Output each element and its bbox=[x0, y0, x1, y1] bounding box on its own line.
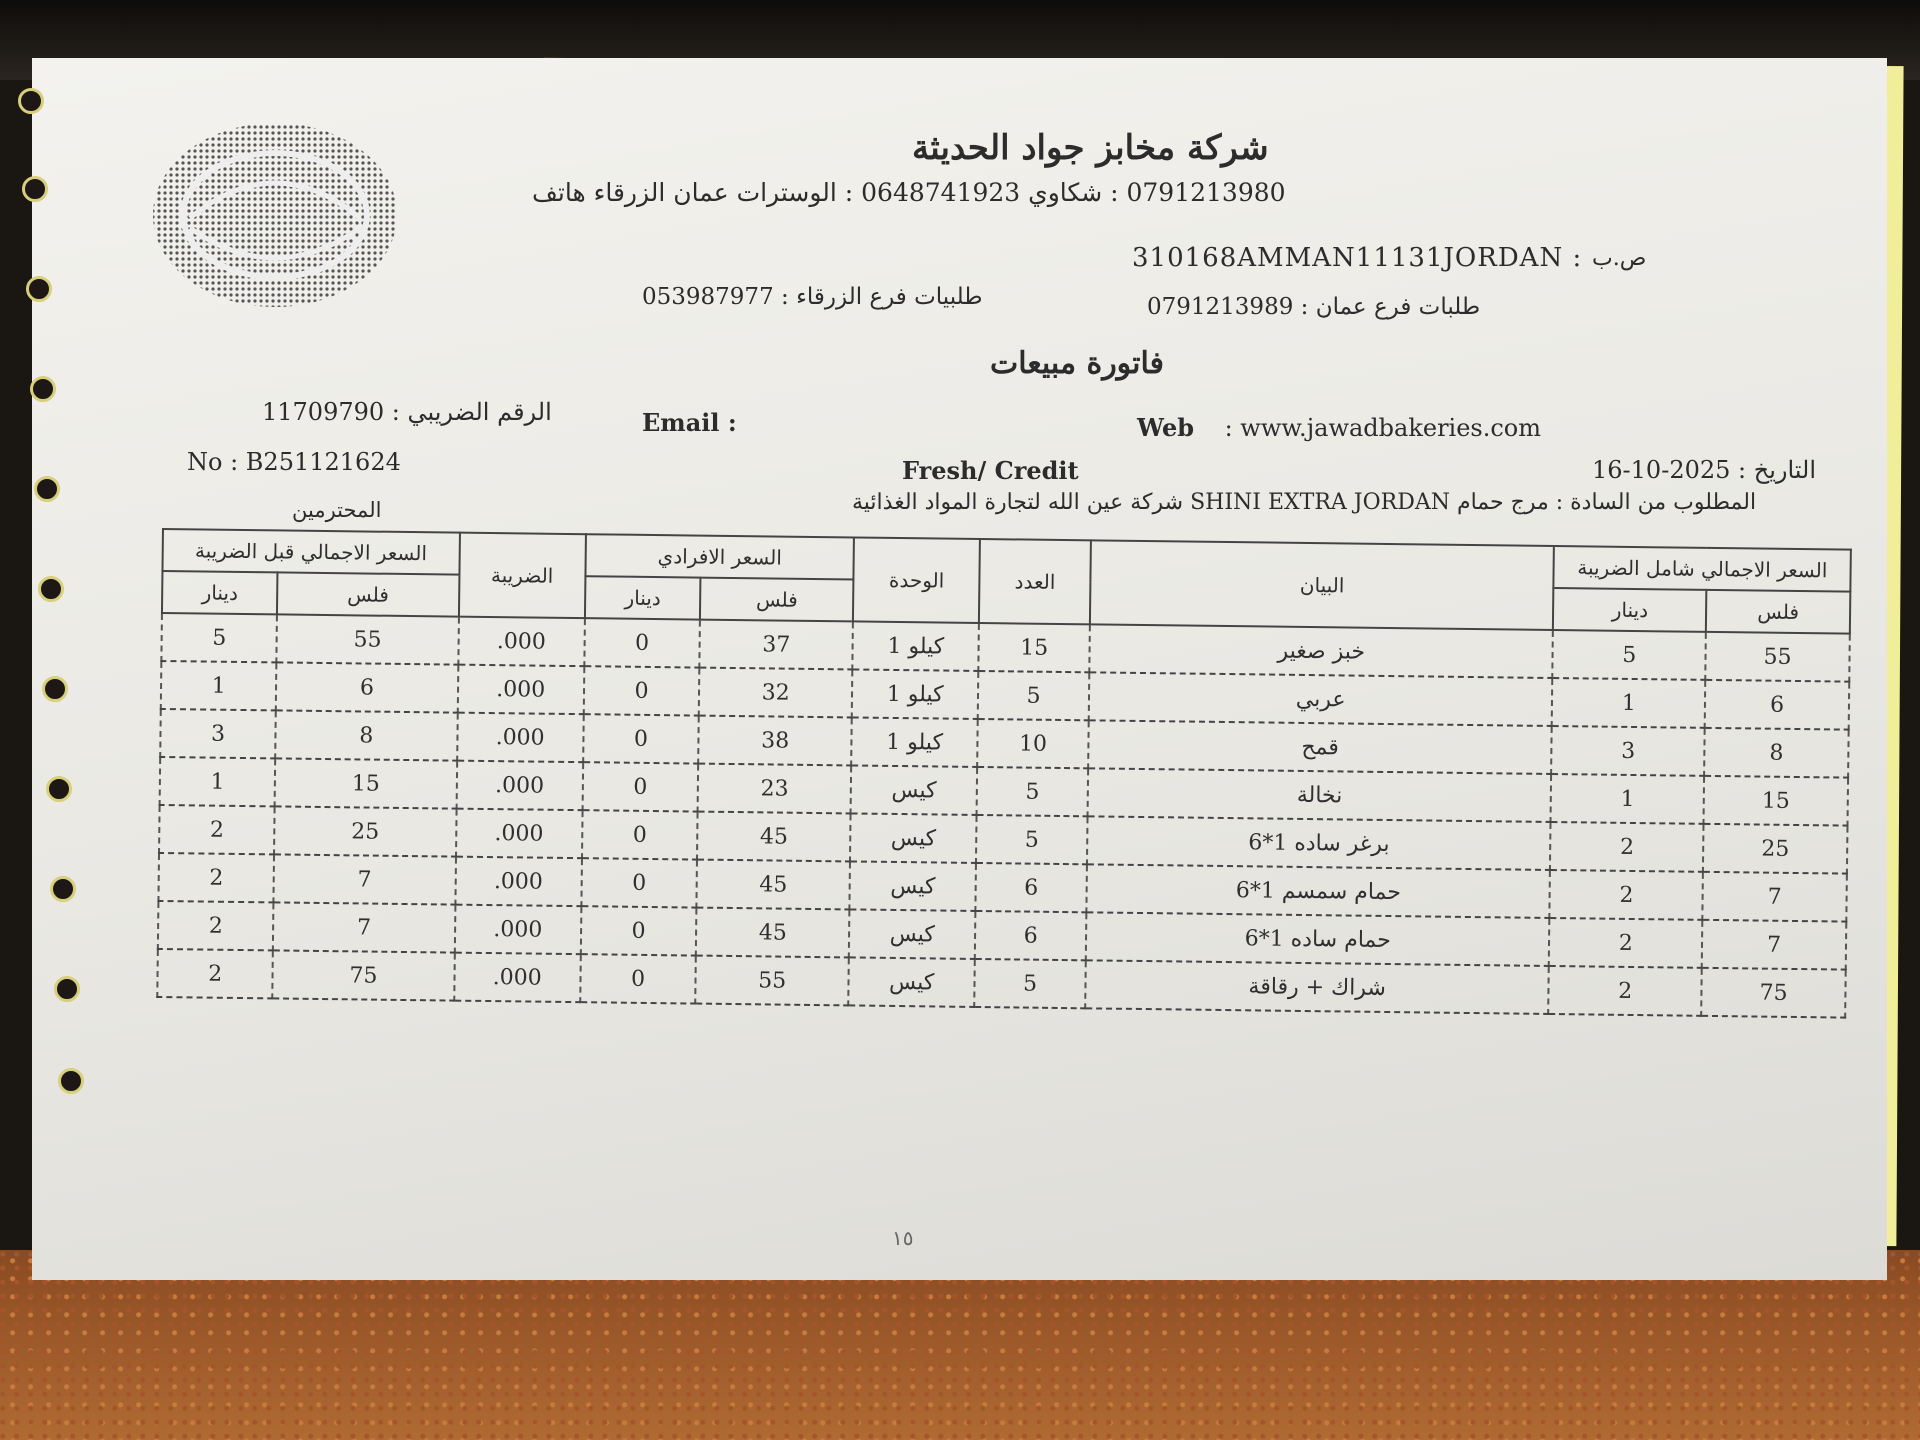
cell-tax: .000 bbox=[458, 617, 585, 667]
cell-description: حمام ساده 1*6 bbox=[1086, 912, 1550, 966]
cell-bt-dinar: 3 bbox=[160, 709, 276, 758]
punch-hole bbox=[30, 376, 56, 402]
cell-unit: كيس bbox=[849, 909, 975, 959]
header-fils: فلس bbox=[277, 572, 459, 616]
cell-up-dinar: 0 bbox=[581, 858, 697, 907]
punch-hole bbox=[42, 676, 68, 702]
email-label: Email : bbox=[642, 408, 737, 437]
respected-label: المحترمين bbox=[292, 498, 382, 522]
cell-up-fils: 45 bbox=[697, 860, 851, 910]
cell-qty: 6 bbox=[975, 911, 1086, 960]
cell-bt-fils: 6 bbox=[276, 662, 458, 712]
cell-it-fils: 75 bbox=[1701, 968, 1845, 1018]
cell-qty: 6 bbox=[976, 863, 1087, 912]
zarqa-branch: طلبيات فرع الزرقاء : 053987977 bbox=[642, 284, 983, 310]
cell-it-dinar: 2 bbox=[1549, 966, 1702, 1016]
items-table bbox=[156, 528, 1852, 1019]
cell-tax: .000 bbox=[457, 713, 584, 763]
header-dinar: دينار bbox=[585, 576, 701, 619]
cell-unit: كيلو 1 bbox=[852, 669, 978, 719]
cell-it-fils: 6 bbox=[1705, 680, 1849, 730]
cell-it-fils: 7 bbox=[1703, 872, 1847, 922]
cell-description: قمح bbox=[1088, 720, 1552, 774]
payment-type: Fresh/ Credit bbox=[902, 456, 1079, 485]
cell-description: حمام سمسم 1*6 bbox=[1086, 864, 1550, 918]
cell-up-dinar: 0 bbox=[582, 762, 698, 811]
cell-it-fils: 25 bbox=[1703, 824, 1847, 874]
header-fils: فلس bbox=[700, 578, 854, 622]
cell-tax: .000 bbox=[454, 953, 581, 1003]
header-total-incl-tax: السعر الاجمالي شامل الضريبة bbox=[1554, 546, 1851, 592]
cell-tax: .000 bbox=[456, 809, 583, 859]
cell-description: خبز صغير bbox=[1089, 624, 1553, 678]
cell-it-dinar: 3 bbox=[1552, 726, 1705, 776]
cell-description: نخالة bbox=[1088, 768, 1552, 822]
cell-qty: 5 bbox=[976, 815, 1087, 864]
cell-up-fils: 45 bbox=[697, 812, 851, 862]
cell-bt-fils: 55 bbox=[277, 614, 459, 664]
cell-bt-dinar: 2 bbox=[157, 949, 273, 998]
cell-bt-fils: 7 bbox=[273, 902, 455, 952]
cell-qty: 5 bbox=[974, 959, 1085, 1008]
company-logo bbox=[150, 118, 400, 313]
punch-hole bbox=[26, 276, 52, 302]
header-unit: الوحدة bbox=[853, 537, 980, 623]
punch-hole bbox=[34, 476, 60, 502]
header-fils: فلس bbox=[1706, 590, 1850, 634]
invoice-date: التاريخ : 2025-10-16 bbox=[1592, 456, 1817, 484]
cell-bt-dinar: 1 bbox=[160, 757, 276, 806]
cell-qty: 5 bbox=[978, 671, 1089, 720]
web-address bbox=[1137, 413, 1541, 442]
header-tax: الضريبة bbox=[458, 533, 585, 619]
cell-up-dinar: 0 bbox=[582, 810, 698, 859]
cell-description: برغر ساده 1*6 bbox=[1087, 816, 1551, 870]
header-unit-price: السعر الافرادي bbox=[585, 534, 854, 579]
cell-it-dinar: 5 bbox=[1553, 630, 1706, 680]
header-dinar: دينار bbox=[162, 571, 278, 614]
cell-qty: 15 bbox=[978, 623, 1089, 672]
customer-line: المطلوب من السادة : مرج حمام SHINI EXTRA JORDAN شركة عين الله لتجارة المواد الغذائية bbox=[852, 490, 1757, 515]
cell-bt-dinar: 1 bbox=[161, 661, 277, 710]
tax-number: الرقم الضريبي : 11709790 bbox=[262, 398, 552, 426]
cell-it-dinar: 2 bbox=[1550, 822, 1703, 872]
cell-tax: .000 bbox=[455, 857, 582, 907]
cell-unit: كيس bbox=[850, 813, 976, 863]
invoice-paper bbox=[32, 58, 1887, 1280]
cell-tax: .000 bbox=[456, 761, 583, 811]
cell-up-fils: 37 bbox=[699, 620, 853, 670]
web-url: : www.jawadbakeries.com bbox=[1224, 414, 1542, 442]
cell-tax: .000 bbox=[457, 665, 584, 715]
cell-up-dinar: 0 bbox=[583, 714, 699, 763]
cell-it-fils: 15 bbox=[1704, 776, 1848, 826]
cell-bt-fils: 25 bbox=[274, 806, 456, 856]
cell-it-dinar: 1 bbox=[1551, 774, 1704, 824]
cell-unit: كيس bbox=[851, 765, 977, 815]
cell-description: عربي bbox=[1089, 672, 1553, 726]
web-label: Web bbox=[1137, 413, 1195, 442]
cell-bt-dinar: 5 bbox=[161, 613, 277, 662]
header-qty: العدد bbox=[979, 539, 1091, 624]
cell-it-dinar: 2 bbox=[1550, 870, 1703, 920]
punch-hole bbox=[46, 776, 72, 802]
cell-up-fils: 23 bbox=[698, 764, 852, 814]
cell-it-dinar: 1 bbox=[1552, 678, 1705, 728]
po-box-label: ص.ب bbox=[1592, 246, 1647, 271]
cell-bt-fils: 8 bbox=[276, 710, 458, 760]
cell-up-fils: 55 bbox=[695, 956, 849, 1006]
cell-it-dinar: 2 bbox=[1549, 918, 1702, 968]
cell-bt-dinar: 2 bbox=[159, 805, 275, 854]
cell-it-fils: 8 bbox=[1704, 728, 1848, 778]
cell-description: شراك + رقاقة bbox=[1085, 960, 1549, 1014]
address-phones: 0791213980 : شكاوي 0648741923 : الوسترات عمان الزرقاء هاتف bbox=[532, 178, 1286, 207]
cell-qty: 5 bbox=[977, 767, 1088, 816]
invoice-number: No : B251121624 bbox=[187, 448, 401, 476]
cell-up-dinar: 0 bbox=[584, 666, 700, 715]
cell-up-fils: 38 bbox=[698, 716, 852, 766]
header-description: البيان bbox=[1090, 540, 1554, 630]
punch-hole bbox=[22, 176, 48, 202]
cell-up-dinar: 0 bbox=[580, 954, 696, 1003]
amman-branch: طلبات فرع عمان : 0791213989 bbox=[1147, 294, 1481, 320]
punch-hole bbox=[54, 976, 80, 1002]
company-name: شركة مخابز جواد الحديثة bbox=[912, 128, 1269, 168]
cell-unit: كيس bbox=[850, 861, 976, 911]
cell-up-fils: 45 bbox=[696, 908, 850, 958]
header-dinar: دينار bbox=[1553, 588, 1706, 632]
cell-bt-fils: 15 bbox=[275, 758, 457, 808]
header-total-before-tax: السعر الاجمالي قبل الضريبة bbox=[162, 529, 459, 575]
cell-unit: كيلو 1 bbox=[853, 621, 979, 671]
cell-unit: كيس bbox=[848, 957, 974, 1007]
invoice-title: فاتورة مبيعات bbox=[990, 346, 1165, 381]
cell-bt-fils: 75 bbox=[273, 950, 455, 1000]
cell-it-fils: 7 bbox=[1702, 920, 1846, 970]
cell-bt-fils: 7 bbox=[274, 854, 456, 904]
punch-hole bbox=[50, 876, 76, 902]
cell-up-dinar: 0 bbox=[581, 906, 697, 955]
punch-hole bbox=[18, 88, 44, 114]
cell-tax: .000 bbox=[454, 905, 581, 955]
cell-bt-dinar: 2 bbox=[158, 901, 274, 950]
cell-bt-dinar: 2 bbox=[158, 853, 274, 902]
cell-up-fils: 32 bbox=[699, 668, 853, 718]
punch-hole bbox=[58, 1068, 84, 1094]
cell-qty: 10 bbox=[977, 719, 1088, 768]
page-number: ١٥ bbox=[892, 1226, 914, 1250]
cell-unit: كيلو 1 bbox=[851, 717, 977, 767]
cell-it-fils: 55 bbox=[1705, 632, 1849, 682]
cell-up-dinar: 0 bbox=[584, 618, 700, 667]
po-box: 310168AMMAN11131JORDAN : bbox=[1132, 243, 1583, 273]
punch-hole bbox=[38, 576, 64, 602]
